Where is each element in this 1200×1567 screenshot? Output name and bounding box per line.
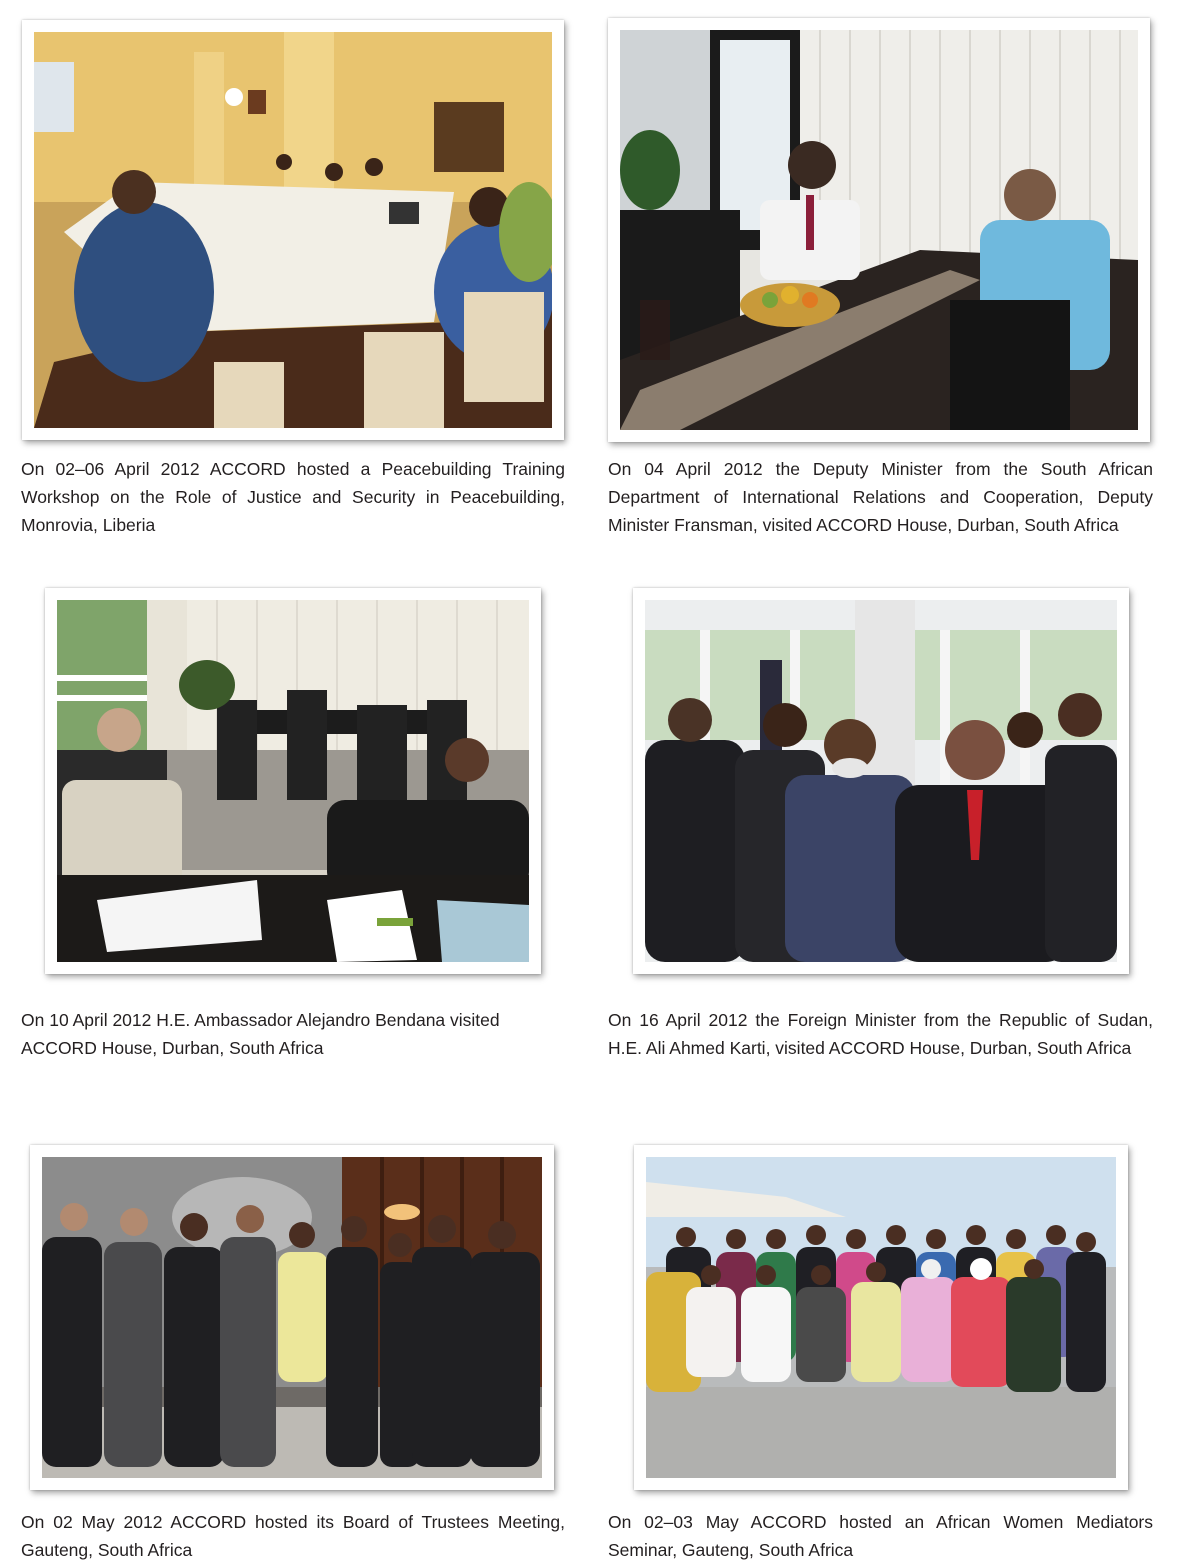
photo-foreign-minister-visit	[645, 600, 1117, 962]
photo-women-mediators-seminar	[646, 1157, 1116, 1478]
photo-deputy-minister-visit	[620, 30, 1138, 430]
photo-frame-ambassador	[45, 588, 541, 974]
caption-workshop: On 02–06 April 2012 ACCORD hosted a Peacebuilding Training Workshop on the Role of Justice and Security in Peacebuilding, Monrovia, Liberia	[21, 459, 565, 535]
photo-frame-workshop	[22, 20, 564, 440]
photo-frame-deputy-minister	[608, 18, 1150, 442]
photo-frame-board-of-trustees	[30, 1145, 554, 1490]
caption-ambassador: On 10 April 2012 H.E. Ambassador Alejandro Bendana visited ACCORD House, Durban, South Africa	[21, 1010, 500, 1058]
photo-ambassador-visit	[57, 600, 529, 962]
caption-foreign-minister: On 16 April 2012 the Foreign Minister from the Republic of Sudan, H.E. Ali Ahmed Karti, visited ACCORD House, Durban, South Africa	[608, 1010, 1153, 1058]
caption-deputy-minister: On 04 April 2012 the Deputy Minister from the South African Department of International Relations and Cooperation, Deputy Minister Fransman, visited ACCORD House, Durban, South Africa	[608, 459, 1153, 535]
caption-women-mediators: On 02–03 May ACCORD hosted an African Women Mediators Seminar, Gauteng, South Africa	[608, 1512, 1153, 1560]
caption-board-of-trustees: On 02 May 2012 ACCORD hosted its Board of Trustees Meeting, Gauteng, South Africa	[21, 1512, 565, 1560]
photo-frame-foreign-minister	[633, 588, 1129, 974]
photo-training-workshop	[34, 32, 552, 428]
photo-board-of-trustees	[42, 1157, 542, 1478]
photo-frame-women-mediators	[634, 1145, 1128, 1490]
